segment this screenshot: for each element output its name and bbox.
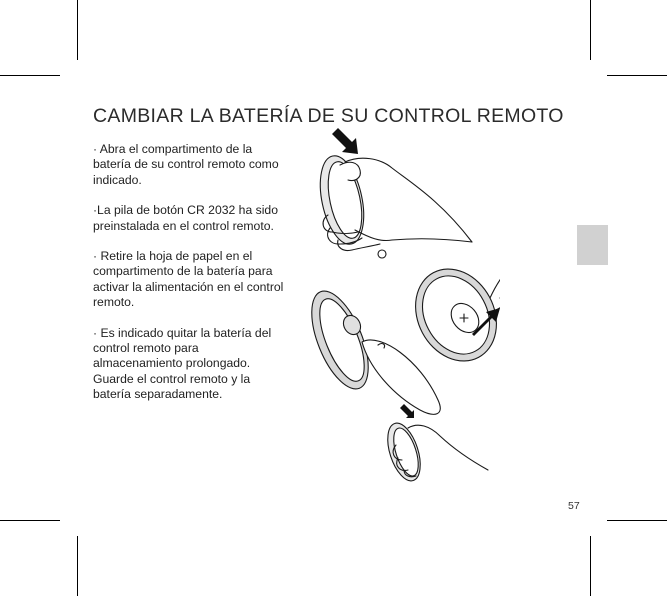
instruction-item: · Es indicado quitar la batería del control remoto para almacenamiento prolongado. Guarde el control remoto y la batería separadamente. [93, 325, 272, 402]
instruction-item: · Abra el compartimento de la batería de su control remoto como indicado. [93, 142, 279, 187]
remote-battery-illustration-icon [300, 120, 500, 490]
crop-mark-top-right-h [607, 75, 667, 76]
arrow-up-small-icon [400, 404, 414, 418]
instruction-item: · Retire la hoja de papel en el compartimento de la batería para activar la alimentación en el control remoto. [93, 249, 284, 310]
crop-mark-bottom-right-h [607, 520, 667, 521]
hand-opening-compartment-icon [313, 152, 472, 258]
page-title: CAMBIAR LA BATERÍA DE SU CONTROL REMOTO [93, 105, 564, 128]
crop-mark-top-right-v [590, 0, 591, 60]
arrow-down-icon [332, 128, 358, 154]
crop-mark-bottom-left-v [77, 536, 78, 596]
crop-mark-top-left-v [77, 0, 78, 60]
crop-mark-bottom-left-h [0, 520, 60, 521]
instruction-list [93, 142, 289, 418]
instruction-item: ·La pila de botón CR 2032 ha sido preinstalada en el control remoto. [93, 203, 278, 233]
hand-closing-compartment-icon [381, 419, 488, 485]
crop-mark-bottom-right-v [590, 536, 591, 596]
crop-mark-top-left-h [0, 75, 60, 76]
section-tab [577, 225, 608, 265]
page-number: 57 [568, 500, 580, 512]
remote-with-battery-icon [400, 255, 500, 375]
